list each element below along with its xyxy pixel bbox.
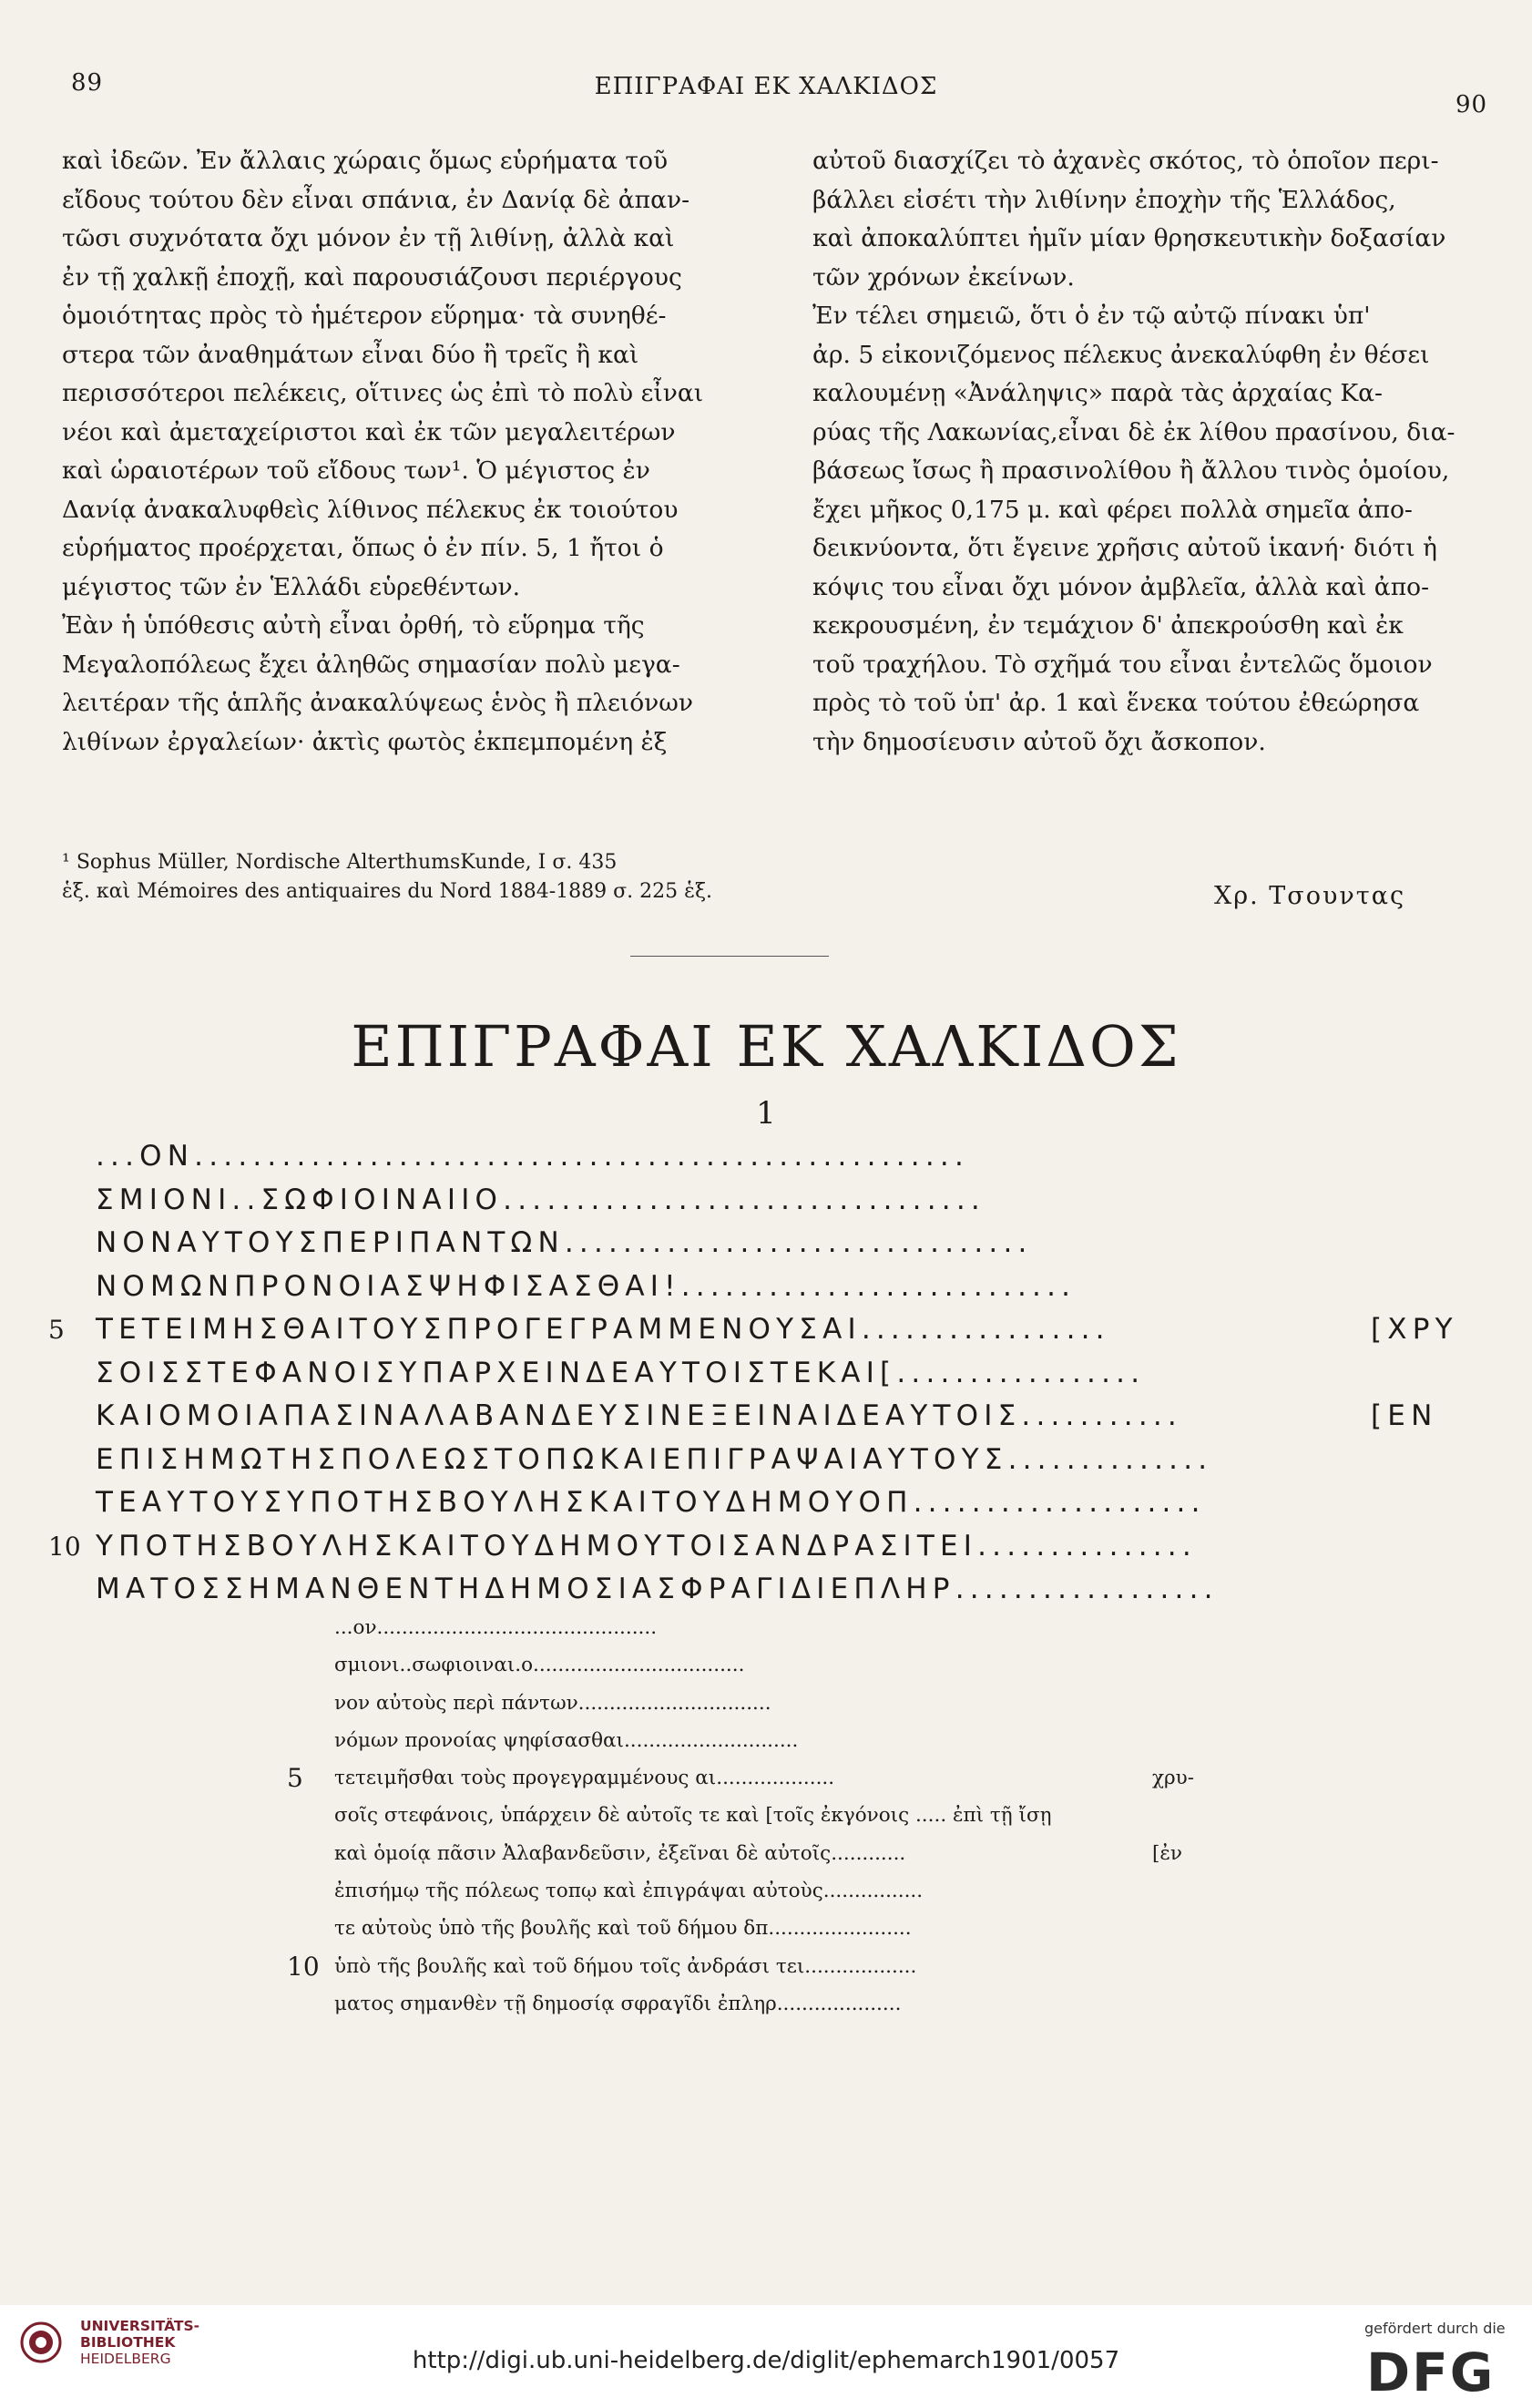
source-url-link[interactable]: http://digi.ub.uni-heidelberg.de/diglit/ephemarch1901/0057 — [412, 2347, 1120, 2374]
left-column-line: καὶ ἰδεῶν. Ἐν ἄλλαις χώραις ὅμως εὑρήματα τοῦ — [62, 147, 669, 175]
inscription-line — [287, 1948, 1263, 1985]
inscription-line — [334, 1722, 1263, 1759]
line-text: σοῖς στεφάνοις, ὑπάρχειν δὲ αὐτοῖς τε καὶ [τοῖς ἐκγόνοις ..... ἐπὶ τῇ ἴσῃ — [334, 1804, 1052, 1828]
line-number: 5 — [48, 1315, 65, 1345]
right-column-line: Ἐν τέλει σημειῶ, ὅτι ὁ ἐν τῷ αὐτῷ πίνακι ὑπ' — [812, 302, 1371, 330]
right-column-line: αὐτοῦ διασχίζει τὸ ἀχανὲς σκότος, τὸ ὁποῖον περι- — [812, 147, 1439, 175]
funding-text: gefördert durch die — [1364, 2320, 1506, 2337]
page-number-left: 89 — [71, 69, 104, 97]
line-number: 10 — [48, 1531, 81, 1562]
left-column-line: ἐν τῇ χαλκῇ ἐποχῇ, καὶ παρουσιάζουσι περιέργους — [62, 262, 682, 292]
line-text: ΜΑΤΟΣΣΗΜΑΝΘΕΝΤΗΔΗΜΟΣΙΑΣΦΡΑΓΙΔΙΕΠΛΗΡ.................. — [96, 1573, 1219, 1605]
left-column-line: λειτέραν τῆς ἁπλῆς ἀνακαλύψεως ἑνὸς ἢ πλειόνων — [62, 689, 693, 717]
right-column-line: κεκρουσμένη, ἐν τεμάχιον δ' ἀπεκρούσθη καὶ ἐκ — [812, 611, 1404, 640]
left-column-line: στερα τῶν ἀναθημάτων εἶναι δύο ἢ τρεῖς ἢ καὶ — [62, 340, 639, 369]
left-column-line: εὑρήματος προέρχεται, ὅπως ὁ ἐν πίν. 5, 1 ἤτοι ὁ — [62, 534, 664, 562]
left-column-line: τῶσι συχνότατα ὄχι μόνον ἐν τῇ λιθίνῃ, ἀλλὰ καὶ — [62, 224, 675, 252]
right-column-line: τὴν δημοσίευσιν αὐτοῦ ὄχι ἄσκοπον. — [812, 727, 1266, 756]
right-column-line: καλουμένῃ «Ἀνάληψις» παρὰ τὰς ἀρχαίας Κα- — [812, 379, 1384, 407]
article-title: ΕΠΙΓΡΑΦΑΙ ΕΚ ΧΑΛΚΙΔΟΣ — [351, 1013, 1181, 1080]
left-column-line: μέγιστος τῶν ἐν Ἑλλάδι εὑρεθέντων. — [62, 572, 520, 601]
inscription-line — [334, 1985, 1263, 2023]
line-continuation: χρυ- — [1152, 1767, 1195, 1790]
inscription-line — [96, 1568, 1517, 1612]
page-number-right: 90 — [1455, 91, 1488, 118]
inscription-line — [334, 1609, 1263, 1646]
running-title: ΕΠΙΓΡΑΦΑΙ ΕΚ ΧΑΛΚΙΔΟΣ — [594, 73, 938, 100]
inscription-line — [96, 1395, 1517, 1439]
library-line-1: UNIVERSITÄTS- — [80, 2318, 200, 2334]
right-column-line: βάσεως ἴσως ἢ πρασινολίθου ἢ ἄλλου τινὸς ὁμοίου, — [812, 456, 1450, 485]
line-text: ματος σημανθὲν τῇ δημοσίᾳ σφραγῖδι ἐπληρ.................... — [334, 1992, 902, 2015]
line-text: ΝΟΝΑΥΤΟΥΣΠΕΡΙΠΑΝΤΩΝ................................ — [96, 1226, 1033, 1259]
inscription-line — [48, 1308, 1517, 1352]
line-continuation: [ΕΝ — [1371, 1399, 1438, 1432]
right-column-line: ἀρ. 5 εἰκονιζόμενος πέλεκυς ἀνεκαλύφθη ἐν θέσει — [812, 340, 1430, 369]
digitization-footer — [0, 2305, 1532, 2408]
inscription-line — [96, 1352, 1517, 1396]
line-number: 5 — [287, 1763, 303, 1794]
footnote-line-1: ¹ Sophus Müller, Nordische AlterthumsKunde, I σ. 435 — [62, 851, 618, 874]
right-column-line: πρὸς τὸ τοῦ ὑπ' ἀρ. 1 καὶ ἕνεκα τούτου ἐθεώρησα — [812, 689, 1420, 717]
line-text: ΤΕΑΥΤΟΥΣΥΠΟΤΗΣΒΟΥΛΗΣΚΑΙΤΟΥΔΗΜΟΥΟΠ.................... — [96, 1486, 1206, 1519]
author-signature: Χρ. Τσουντας — [1214, 882, 1406, 910]
inscription-line — [96, 1179, 1517, 1223]
line-text: ΝΟΜΩΝΠΡΟΝΟΙΑΣΨΗΦΙΣΑΣΘΑΙ!........................... — [96, 1269, 1077, 1303]
left-column-line: περισσότεροι πελέκεις, οἵτινες ὡς ἐπὶ τὸ πολὺ εἶναι — [62, 379, 704, 407]
inscription-line — [334, 1797, 1263, 1834]
right-column-line: βάλλει εἰσέτι τὴν λιθίνην ἐποχὴν τῆς Ἑλλάδος, — [812, 185, 1396, 214]
inscription-majuscule-text — [48, 1135, 1517, 1612]
inscription-line — [287, 1759, 1263, 1797]
right-column-line: καὶ ἀποκαλύπτει ἡμῖν μίαν θρησκευτικὴν δοξασίαν — [812, 224, 1446, 252]
library-line-3: HEIDELBERG — [80, 2351, 171, 2367]
line-text: ...ον............................................. — [334, 1616, 658, 1639]
line-text: ΥΠΟΤΗΣΒΟΥΛΗΣΚΑΙΤΟΥΔΗΜΟΥΤΟΙΣΑΝΔΡΑΣΙΤΕΙ............... — [96, 1529, 1197, 1563]
left-column-line: Ἐὰν ἡ ὑπόθεσις αὐτὴ εἶναι ὀρθή, τὸ εὕρημα τῆς — [62, 611, 645, 640]
section-divider — [630, 956, 829, 957]
line-text: ἐπισήμῳ τῆς πόλεως τοπῳ καὶ ἐπιγράψαι αὐτοὺς................ — [334, 1880, 924, 1903]
line-text: σμιονι..σωφιοιναι.ο.................................. — [334, 1654, 745, 1677]
line-text: τετειμῆσθαι τοὺς προγεγραμμένους αι................... — [334, 1767, 835, 1790]
left-column-line: ὁμοιότητας πρὸς τὸ ἡμέτερον εὕρημα· τὰ συνηθέ- — [62, 302, 667, 330]
line-text: ΣΟΙΣΣΤΕΦΑΝΟΙΣΥΠΑΡΧΕΙΝΔΕΑΥΤΟΙΣΤΕΚΑΙ[................. — [96, 1356, 1146, 1389]
left-column-line: καὶ ὡραιοτέρων τοῦ εἴδους των¹. Ὁ μέγιστος ἐν — [62, 456, 650, 485]
footnote-line-2: ἑξ. καὶ Mémoires des antiquaires du Nord 1884-1889 σ. 225 ἑξ. — [62, 880, 713, 903]
inscription-minuscule-text — [287, 1609, 1263, 2023]
left-column-line: νέοι καὶ ἀμεταχείριστοι καὶ ἐκ τῶν μεγαλειτέρων — [62, 417, 676, 446]
inscription-line — [334, 1646, 1263, 1684]
right-column-line: δεικνύοντα, ὅτι ἔγεινε χρῆσις αὐτοῦ ἱκανή· διότι ἡ — [812, 534, 1437, 562]
line-continuation: [ἐν — [1152, 1841, 1182, 1865]
inscription-line — [96, 1135, 1517, 1179]
line-number: 10 — [287, 1951, 320, 1982]
right-column-line: τοῦ τραχήλου. Τὸ σχῆμά του εἶναι ἐντελῶς ὅμοιον — [812, 650, 1433, 679]
line-continuation: [ΧΡΥ — [1371, 1313, 1458, 1346]
inscription-line — [334, 1872, 1263, 1910]
left-column-line: Μεγαλοπόλεως ἔχει ἀληθῶς σημασίαν πολὺ μεγα- — [62, 650, 680, 679]
line-text: ΣΜΙΟΝΙ..ΣΩΦΙΟΙΝΑΙΙΟ................................. — [96, 1183, 986, 1216]
inscription-line — [96, 1481, 1517, 1525]
line-text: ...ΟΝ..................................................... — [96, 1140, 970, 1173]
line-text: ὑπὸ τῆς βουλῆς καὶ τοῦ δήμου τοῖς ἀνδράσι τει.................. — [334, 1954, 917, 1978]
line-text: ΤΕΤΕΙΜΗΣΘΑΙΤΟΥΣΠΡΟΓΕΓΡΑΜΜΕΝΟΥΣΑΙ................. — [96, 1313, 1110, 1346]
line-text: νον αὐτοὺς περὶ πάντων............................... — [334, 1691, 771, 1715]
inscription-line — [334, 1910, 1263, 1947]
line-text: καὶ ὁμοίᾳ πᾶσιν Ἀλαβανδεῦσιν, ἐξεῖναι δὲ αὐτοῖς............ — [334, 1841, 906, 1865]
inscription-line — [96, 1222, 1517, 1265]
left-column-line: Δανίᾳ ἀνακαλυφθεὶς λίθινος πέλεκυς ἐκ τοιούτου — [62, 495, 679, 524]
dfg-logo: DFG — [1366, 2341, 1496, 2403]
right-column-line: ἔχει μῆκος 0,175 μ. καὶ φέρει πολλὰ σημεῖα ἀπο- — [812, 495, 1413, 524]
line-text: ΚΑΙΟΜΟΙΑΠΑΣΙΝΑΛΑΒΑΝΔΕΥΣΙΝΕΞΕΙΝΑΙΔΕΑΥΤΟΙΣ........... — [96, 1399, 1182, 1432]
right-column-line: κόψις του εἶναι ὄχι μόνον ἀμβλεῖα, ἀλλὰ καὶ ἀπο- — [812, 572, 1430, 601]
right-column-line: ρύας τῆς Λακωνίας,εἶναι δὲ ἐκ λίθου πρασίνου, δια- — [812, 417, 1455, 446]
line-text: νόμων προνοίας ψηφίσασθαι............................ — [334, 1728, 799, 1752]
line-text: τε αὐτοὺς ὑπὸ τῆς βουλῆς καὶ τοῦ δήμου δπ....................... — [334, 1917, 912, 1941]
right-column — [812, 142, 1514, 762]
right-column-line: τῶν χρόνων ἐκείνων. — [812, 262, 1075, 292]
inscription-line — [334, 1685, 1263, 1722]
inscription-line — [96, 1265, 1517, 1309]
left-column-line: εἴδους τούτου δὲν εἶναι σπάνια, ἐν Δανίᾳ δὲ ἀπαν- — [62, 185, 690, 214]
library-line-2: BIBLIOTHEK — [80, 2334, 176, 2351]
left-column-line: λιθίνων ἐργαλείων· ἀκτὶς φωτὸς ἐκπεμπομένη ἐξ — [62, 727, 668, 756]
left-column — [62, 142, 754, 762]
inscription-number: 1 — [756, 1095, 776, 1132]
inscription-line — [96, 1439, 1517, 1482]
inscription-line — [334, 1835, 1263, 1872]
inscription-line — [48, 1525, 1517, 1569]
line-text: ΕΠΙΣΗΜΩΤΗΣΠΟΛΕΩΣΤΟΠΩΚΑΙΕΠΙΓΡΑΨΑΙΑΥΤΟΥΣ.............. — [96, 1442, 1213, 1476]
